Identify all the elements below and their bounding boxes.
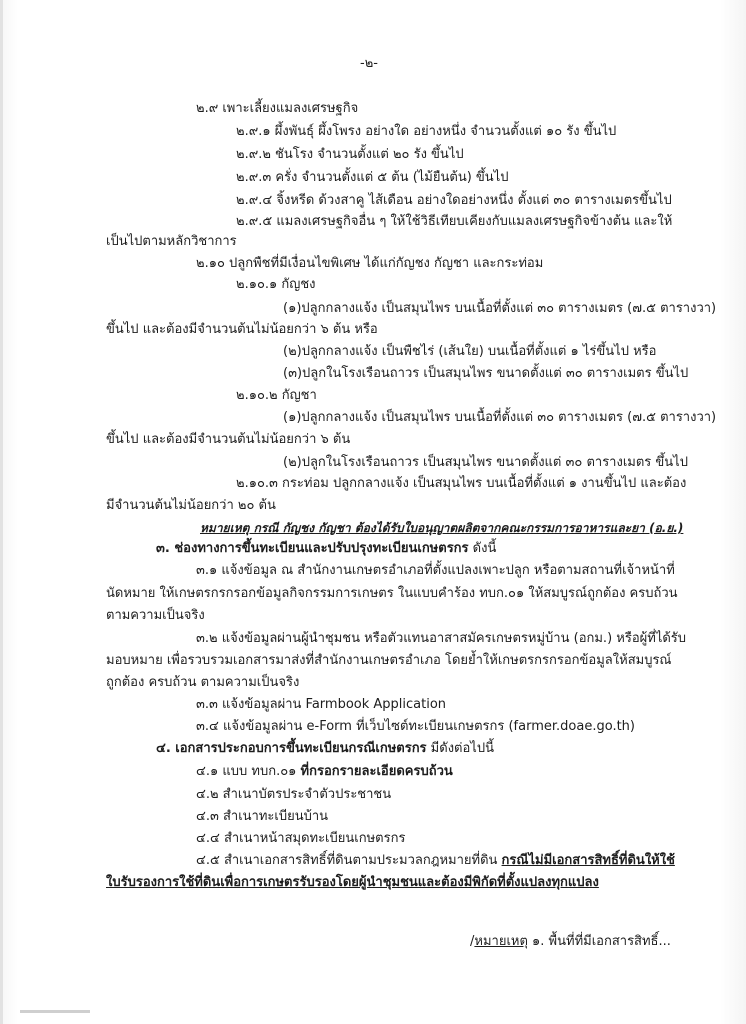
item-2-10-3: ๒.๑๐.๓ กระท่อม ปลูกกลางแจ้ง เป็นสมุนไพร บนเนื้อที่ตั้งแต่ ๑ งานขึ้นไป และต้อง bbox=[236, 476, 687, 491]
section-4-heading bbox=[156, 741, 494, 757]
continuation-slash: / bbox=[470, 934, 475, 949]
item-4-5 bbox=[196, 853, 675, 869]
note-cannabis-permit: หมายเหตุ กรณี กัญชง กัญชา ต้องได้รับใบอนุญาตผลิตจากคณะกรรมการอาหารและยา (อ.ย.) bbox=[200, 521, 684, 535]
section-4-suffix: มีดังต่อไปนี้ bbox=[426, 741, 494, 756]
item-3-4: ๓.๔ แจ้งข้อมูลผ่าน e-Form ที่เว็บไซต์ทะเบียนเกษตรกร (farmer.doae.go.th) bbox=[196, 719, 635, 734]
item-4-1-emphasis: ที่กรอกรายละเอียดครบถ้วน bbox=[300, 764, 453, 779]
item-4-5-cont: ใบรับรองการใช้ที่ดินเพื่อการเกษตรรับรองโดยผู้นำชุมชนและต้องมีพิกัดที่ตั้งแปลงทุกแปลง bbox=[106, 875, 599, 890]
item-2-10-2-a: (๑)ปลูกกลางแจ้ง เป็นสมุนไพร บนเนื้อที่ตั้งแต่ ๓๐ ตารางเมตร (๗.๕ ตารางวา) bbox=[283, 410, 717, 425]
continuation-text: ๑. พื้นที่ที่มีเอกสารสิทธิ์... bbox=[527, 934, 671, 949]
section-4-title: ๔. เอกสารประกอบการขึ้นทะเบียนกรณีเกษตรกร bbox=[156, 741, 427, 756]
item-3-2-cont-2: ถูกต้อง ครบถ้วน ตามความเป็นจริง bbox=[106, 675, 300, 690]
item-4-5-label: ๔.๕ สำเนาเอกสารสิทธิ์ที่ดินตามประมวลกฎหมายที่ดิน bbox=[196, 853, 502, 868]
item-2-10-2: ๒.๑๐.๒ กัญชา bbox=[236, 388, 317, 403]
continuation-label: หมายเหตุ bbox=[474, 934, 528, 949]
item-3-1: ๓.๑ แจ้งข้อมูล ณ สำนักงานเกษตรอำเภอที่ตั้งแปลงเพาะปลูก หรือตามสถานที่เจ้าหน้าที่ bbox=[196, 563, 675, 578]
item-2-10-1-a: (๑)ปลูกกลางแจ้ง เป็นสมุนไพร บนเนื้อที่ตั้งแต่ ๓๐ ตารางเมตร (๗.๕ ตารางวา) bbox=[283, 301, 717, 316]
section-3-title: ๓. ช่องทางการขึ้นทะเบียนและปรับปรุงทะเบียนเกษตรกร bbox=[156, 541, 469, 556]
item-4-2: ๔.๒ สำเนาบัตรประจำตัวประชาชน bbox=[196, 787, 392, 802]
item-4-3: ๔.๓ สำเนาทะเบียนบ้าน bbox=[196, 809, 329, 824]
continuation-note bbox=[470, 934, 671, 950]
item-4-1 bbox=[196, 764, 453, 780]
item-3-1-cont-2: ตามความเป็นจริง bbox=[106, 608, 205, 623]
item-2-10-1-b: (๒)ปลูกกลางแจ้ง เป็นพืชไร่ (เส้นใย) บนเนื้อที่ตั้งแต่ ๑ ไร่ขึ้นไป หรือ bbox=[283, 344, 657, 359]
item-4-5-emphasis: กรณีไม่มีเอกสารสิทธิ์ที่ดินให้ใช้ bbox=[501, 853, 675, 868]
item-2-10-2-a-cont: ขึ้นไป และต้องมีจำนวนต้นไม่น้อยกว่า ๖ ต้น bbox=[106, 432, 351, 447]
scan-edge-shadow bbox=[0, 0, 3, 1024]
item-3-2: ๓.๒ แจ้งข้อมูลผ่านผู้นำชุมชน หรือตัวแทนอาสาสมัครเกษตรหมู่บ้าน (อกม.) หรือผู้ที่ได้รับ bbox=[196, 631, 687, 646]
section-3-heading bbox=[156, 541, 496, 557]
item-2-9-2: ๒.๙.๒ ชันโรง จำนวนตั้งแต่ ๒๐ รัง ขึ้นไป bbox=[236, 147, 464, 162]
page-number: -๒- bbox=[360, 56, 378, 71]
item-2-10-3-cont: มีจำนวนต้นไม่น้อยกว่า ๒๐ ต้น bbox=[106, 498, 276, 513]
section-3-suffix: ดังนี้ bbox=[468, 541, 497, 556]
item-2-10-1-a-cont: ขึ้นไป และต้องมีจำนวนต้นไม่น้อยกว่า ๖ ต้น หรือ bbox=[106, 322, 378, 337]
item-2-9-5-cont: เป็นไปตามหลักวิชาการ bbox=[106, 234, 237, 249]
item-2-9: ๒.๙ เพาะเลี้ยงแมลงเศรษฐกิจ bbox=[196, 101, 359, 116]
item-2-9-4: ๒.๙.๔ จิ้งหรีด ด้วงสาคู ไส้เดือน อย่างใดอย่างหนึ่ง ตั้งแต่ ๓๐ ตารางเมตรขึ้นไป bbox=[236, 193, 672, 208]
item-2-9-3: ๒.๙.๓ ครั่ง จำนวนตั้งแต่ ๕ ต้น (ไม้ยืนต้น) ขึ้นไป bbox=[236, 170, 509, 185]
item-4-4: ๔.๔ สำเนาหน้าสมุดทะเบียนเกษตรกร bbox=[196, 831, 406, 846]
item-2-10-1-c: (๓)ปลูกในโรงเรือนถาวร เป็นสมุนไพร ขนาดตั้งแต่ ๓๐ ตารางเมตร ขึ้นไป bbox=[283, 366, 689, 381]
scan-mark bbox=[20, 1010, 90, 1013]
item-2-9-5: ๒.๙.๕ แมลงเศรษฐกิจอื่น ๆ ให้ใช้วิธีเทียบเคียงกับแมลงเศรษฐกิจข้างต้น และให้ bbox=[236, 214, 673, 229]
item-2-10: ๒.๑๐ ปลูกพืชที่มีเงื่อนไขพิเศษ ได้แก่กัญชง กัญชา และกระท่อม bbox=[196, 256, 544, 271]
item-2-10-2-b: (๒)ปลูกในโรงเรือนถาวร เป็นสมุนไพร ขนาดตั้งแต่ ๓๐ ตารางเมตร ขึ้นไป bbox=[283, 455, 688, 470]
item-3-1-cont-1: นัดหมาย ให้เกษตรกรกรอกข้อมูลกิจกรรมการเกษตร ในแบบคำร้อง ทบก.๐๑ ให้สมบูรณ์ถูกต้อง ครบถ้วน bbox=[106, 586, 678, 601]
item-4-1-label: ๔.๑ แบบ ทบก.๐๑ bbox=[196, 764, 301, 779]
item-2-9-1: ๒.๙.๑ ผึ้งพันธุ์ ผึ้งโพรง อย่างใด อย่างหนึ่ง จำนวนตั้งแต่ ๑๐ รัง ขึ้นไป bbox=[236, 124, 617, 139]
item-3-3: ๓.๓ แจ้งข้อมูลผ่าน Farmbook Application bbox=[196, 697, 447, 712]
item-2-10-1: ๒.๑๐.๑ กัญชง bbox=[236, 277, 316, 292]
item-3-2-cont-1: มอบหมาย เพื่อรวบรวมเอกสารมาส่งที่สำนักงานเกษตรอำเภอ โดยย้ำให้เกษตรกรกรอกข้อมูลให้สมบูรณ์ bbox=[106, 653, 672, 668]
